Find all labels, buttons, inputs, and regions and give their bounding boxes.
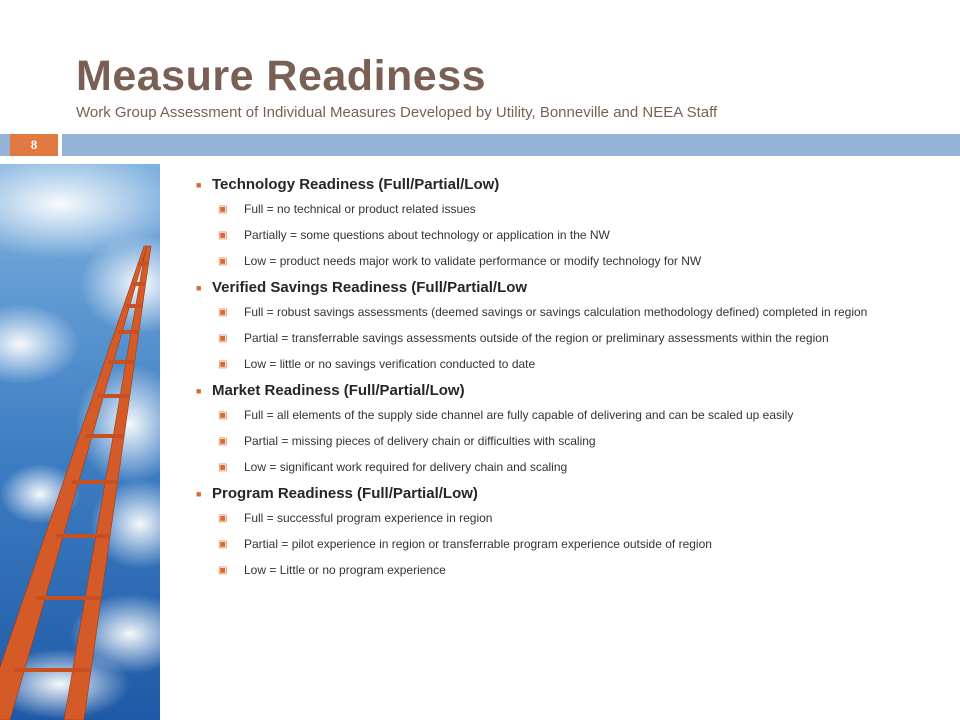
header-band (62, 134, 960, 156)
list-item (218, 536, 912, 553)
hollow-square-bullet-icon: ▣ (218, 410, 228, 421)
item-text: Partial = missing pieces of delivery chain or difficulties with scaling (244, 434, 596, 448)
section-heading (196, 279, 912, 297)
slide-subtitle: Work Group Assessment of Individual Measures Developed by Utility, Bonneville and NEEA Staff (76, 104, 718, 121)
hollow-square-bullet-icon: ▣ (218, 565, 228, 576)
heading-text: Program Readiness (Full/Partial/Low) (212, 485, 478, 502)
hollow-square-bullet-icon: ▣ (218, 204, 228, 215)
hollow-square-bullet-icon: ▣ (218, 307, 228, 318)
item-text: Full = successful program experience in region (244, 511, 493, 525)
heading-text: Technology Readiness (Full/Partial/Low) (212, 176, 500, 193)
title-area (76, 50, 936, 121)
content-list (196, 170, 912, 588)
list-item (218, 562, 912, 579)
heading-text: Market Readiness (Full/Partial/Low) (212, 382, 465, 399)
item-text: Full = robust savings assessments (deemed savings or savings calculation methodology defined) completed in region (244, 305, 868, 319)
hollow-square-bullet-icon: ▣ (218, 513, 228, 524)
hollow-square-bullet-icon: ▣ (218, 230, 228, 241)
section-heading (196, 382, 912, 400)
section-technology (196, 176, 912, 270)
list-item (218, 227, 912, 244)
section-program (196, 485, 912, 579)
hollow-square-bullet-icon: ▣ (218, 333, 228, 344)
list-item (218, 201, 912, 218)
hollow-square-bullet-icon: ▣ (218, 436, 228, 447)
item-text: Low = little or no savings verification conducted to date (244, 357, 536, 371)
section-market (196, 382, 912, 476)
section-heading (196, 176, 912, 194)
hollow-square-bullet-icon: ▣ (218, 539, 228, 550)
item-text: Low = product needs major work to validate performance or modify technology for NW (244, 254, 702, 268)
section-verified-savings (196, 279, 912, 373)
item-text: Full = all elements of the supply side channel are fully capable of delivering and can be scaled up easily (244, 408, 794, 422)
list-item (218, 433, 912, 450)
hollow-square-bullet-icon: ▣ (218, 359, 228, 370)
list-item (218, 330, 912, 347)
list-item (218, 356, 912, 373)
page-number: 8 (10, 134, 58, 156)
list-item (218, 407, 912, 424)
ladder-sky-illustration (0, 164, 160, 720)
hollow-square-bullet-icon: ▣ (218, 256, 228, 267)
list-item (218, 510, 912, 527)
square-bullet-icon: ■ (196, 180, 202, 190)
heading-text: Verified Savings Readiness (Full/Partial/Low (212, 279, 528, 296)
list-item (218, 253, 912, 270)
square-bullet-icon: ■ (196, 283, 202, 293)
list-item (218, 304, 912, 321)
square-bullet-icon: ■ (196, 489, 202, 499)
item-text: Full = no technical or product related issues (244, 202, 476, 216)
item-text: Low = Little or no program experience (244, 563, 446, 577)
ladder-sky-image (0, 164, 160, 720)
square-bullet-icon: ■ (196, 386, 202, 396)
header-band-left (0, 134, 10, 156)
hollow-square-bullet-icon: ▣ (218, 462, 228, 473)
slide-title: Measure Readiness (76, 52, 487, 100)
item-text: Partial = transferrable savings assessments outside of the region or preliminary assessments within the region (244, 331, 829, 345)
item-text: Partial = pilot experience in region or transferrable program experience outside of region (244, 537, 712, 551)
item-text: Partially = some questions about technology or application in the NW (244, 228, 610, 242)
section-heading (196, 485, 912, 503)
item-text: Low = significant work required for delivery chain and scaling (244, 460, 568, 474)
list-item (218, 459, 912, 476)
